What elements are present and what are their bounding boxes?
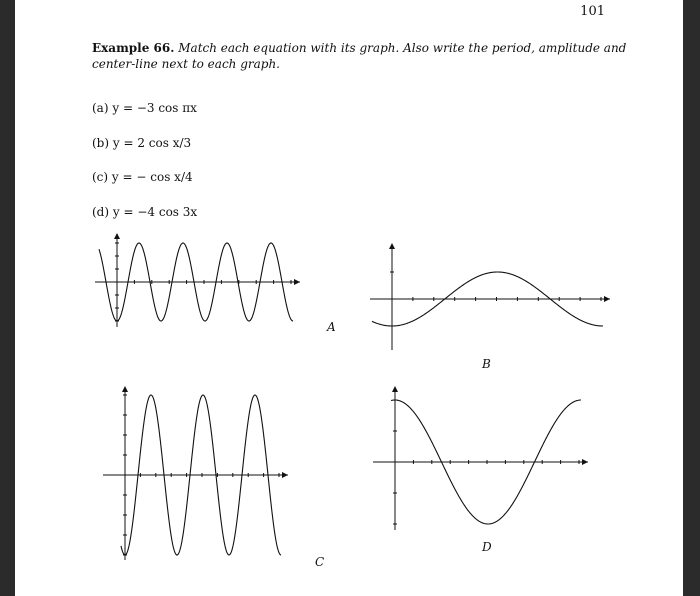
equation-d bbox=[92, 205, 197, 219]
equation-tag: (b) bbox=[92, 136, 110, 150]
equation-tag: (c) bbox=[92, 170, 109, 184]
example-heading bbox=[92, 40, 632, 72]
equation-b bbox=[92, 136, 191, 150]
x-axis-arrow bbox=[294, 279, 300, 285]
y-axis-arrow bbox=[114, 233, 120, 239]
graph-a bbox=[95, 232, 325, 332]
y-axis-arrow bbox=[122, 386, 128, 392]
equation-formula: y = −3 cos πx bbox=[112, 101, 197, 115]
textbook-page bbox=[15, 0, 683, 596]
example-instruction: Match each equation with its graph. Also write the period, amplitude and center-line next to each graph. bbox=[92, 41, 627, 71]
equation-c bbox=[92, 170, 193, 184]
graph-d bbox=[373, 385, 608, 535]
equation-formula: y = − cos x/4 bbox=[111, 170, 193, 184]
page-number: 101 bbox=[580, 4, 605, 19]
equation-a bbox=[92, 101, 197, 115]
graph-c bbox=[103, 385, 313, 565]
example-label: Example 66. bbox=[92, 41, 175, 55]
graph-d-letter: D bbox=[482, 540, 492, 554]
graph-a-letter: A bbox=[327, 320, 336, 334]
equation-tag: (a) bbox=[92, 101, 109, 115]
equation-formula: y = 2 cos x/3 bbox=[112, 136, 192, 150]
equation-tag: (d) bbox=[92, 205, 110, 219]
y-axis-arrow bbox=[389, 243, 395, 249]
x-axis-arrow bbox=[582, 459, 588, 465]
x-axis-arrow bbox=[282, 472, 288, 478]
graph-b-letter: B bbox=[482, 357, 491, 371]
y-axis-arrow bbox=[392, 386, 398, 392]
equation-formula: y = −4 cos 3x bbox=[112, 205, 198, 219]
graph-b bbox=[370, 242, 640, 352]
graph-c-letter: C bbox=[315, 555, 325, 569]
x-axis-arrow bbox=[604, 296, 610, 302]
